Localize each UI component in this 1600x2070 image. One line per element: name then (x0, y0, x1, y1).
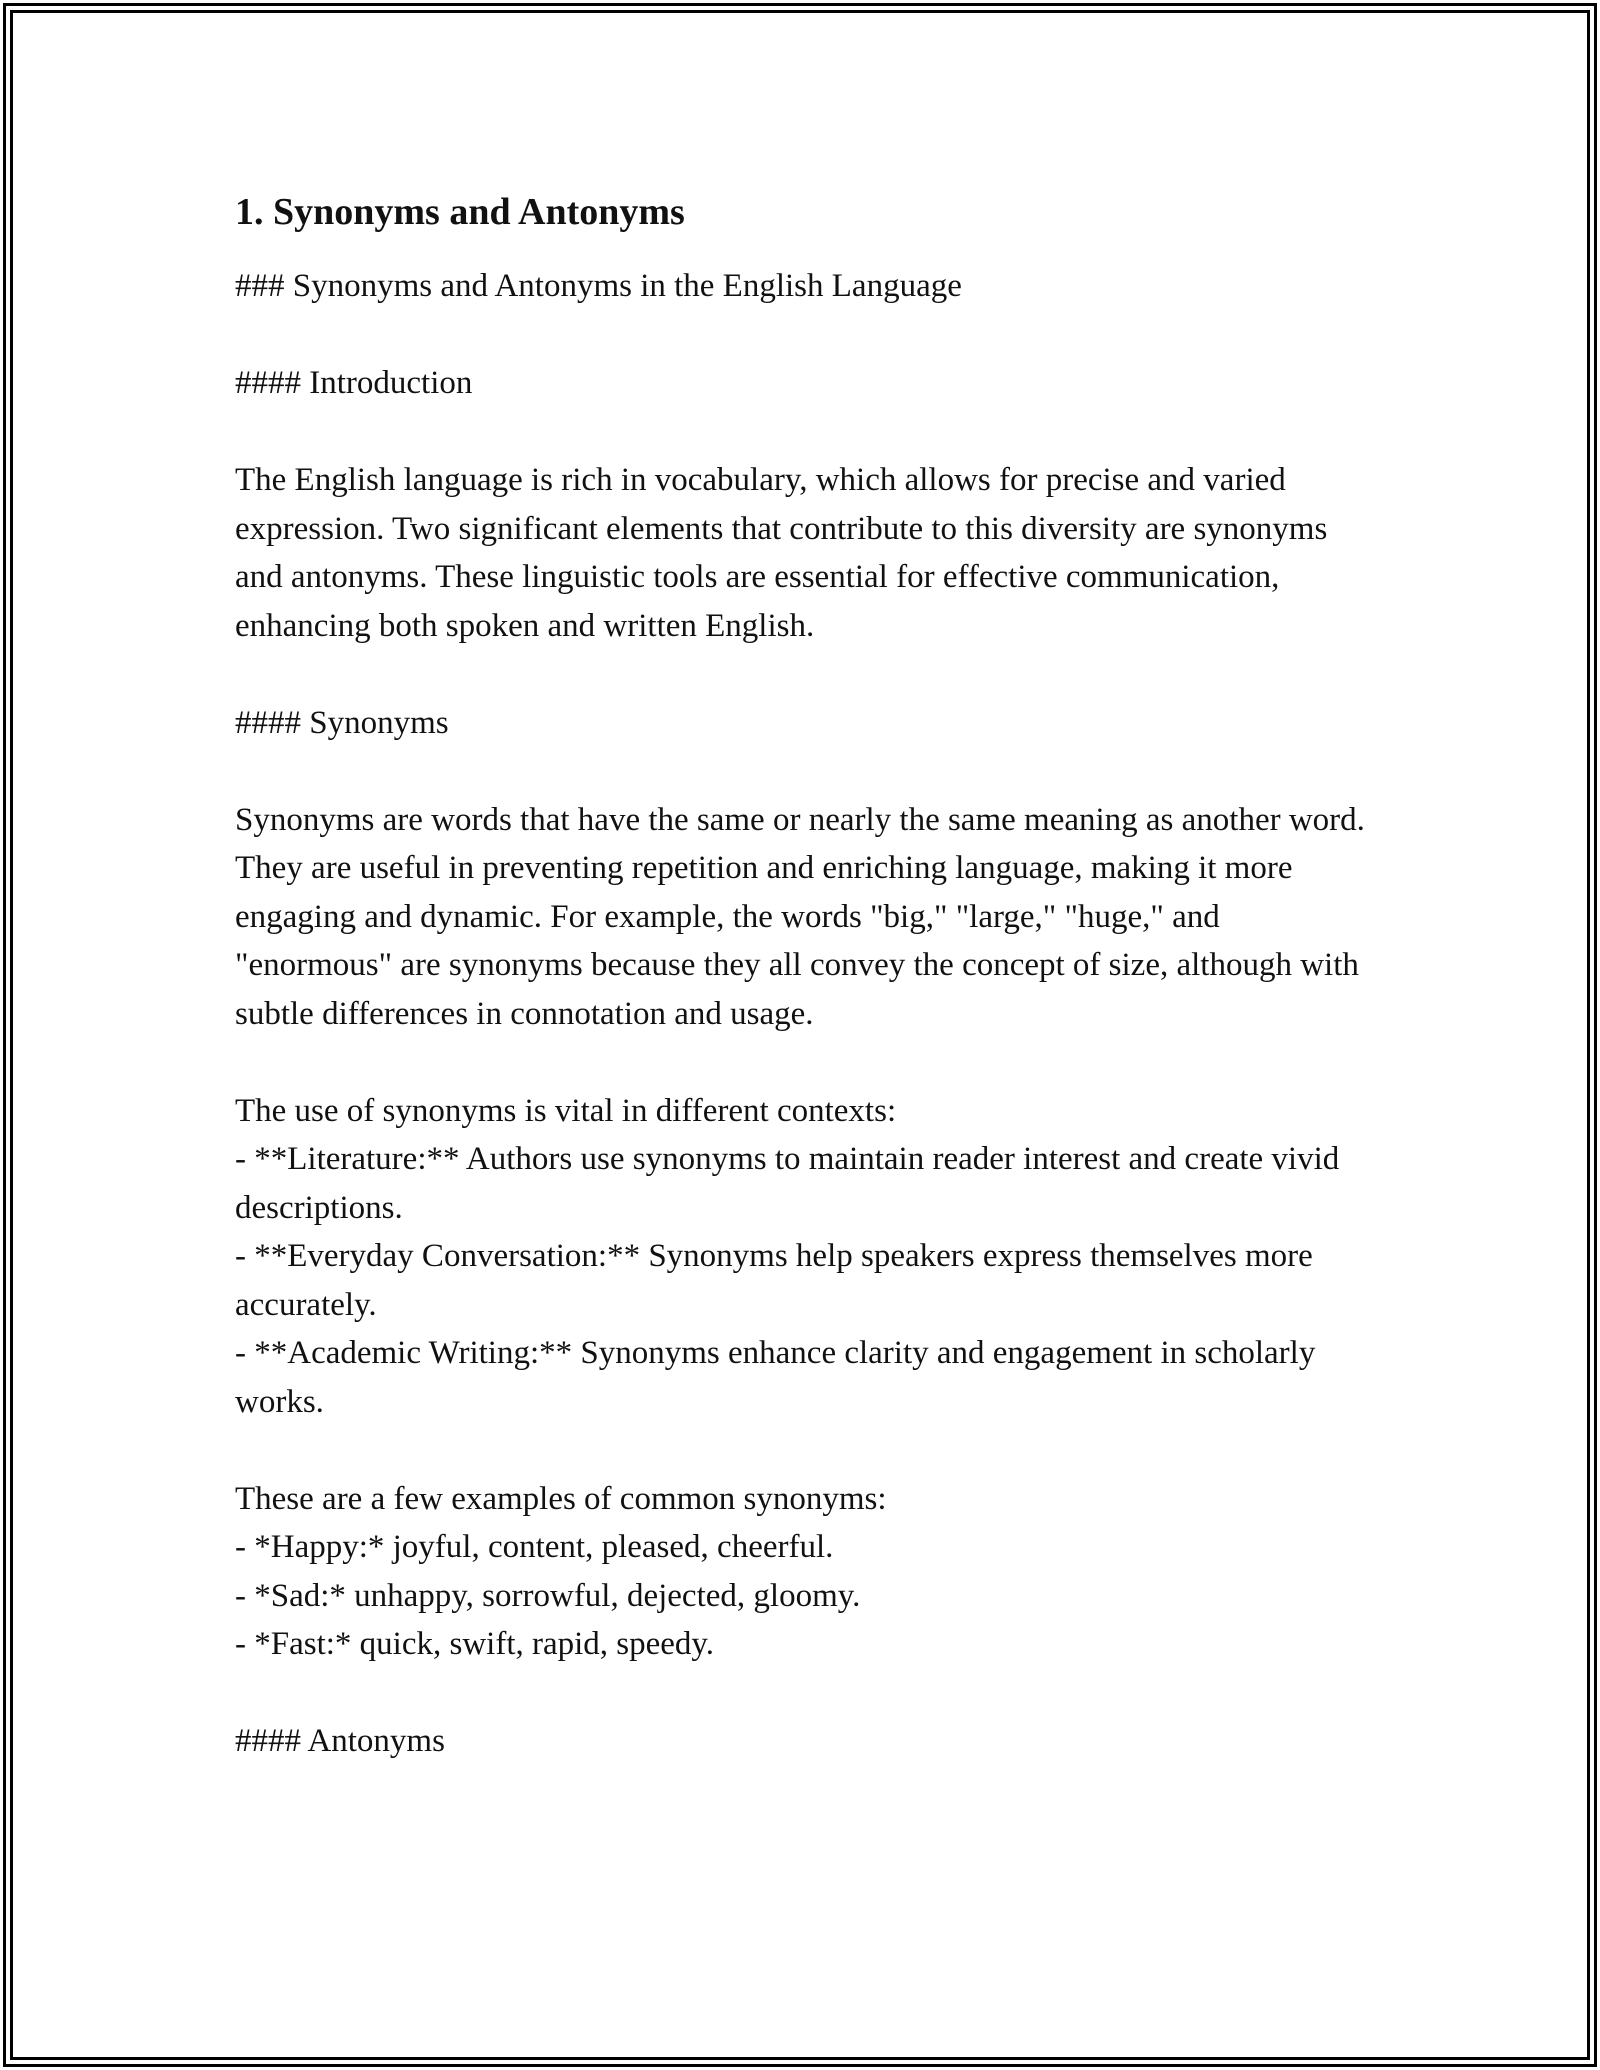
examples-intro: These are a few examples of common synonyms: (235, 1480, 887, 1517)
subheading: ### Synonyms and Antonyms in the English Language (235, 268, 962, 304)
examples-block (235, 1475, 1375, 1669)
intro-heading: #### Introduction (235, 365, 473, 401)
document-body (235, 188, 1375, 1814)
list-item-sad: - *Sad:* unhappy, sorrowful, dejected, gloomy. (235, 1577, 861, 1614)
synonyms-paragraph: Synonyms are words that have the same or nearly the same meaning as another word. They are useful in preventing repetition and enriching language, making it more engaging and dynamic. For example, the words "big," "large," "huge," and "enormous" are synonyms because they all convey the concept of size, although with subtle differences in connotation and usage. (235, 801, 1365, 1032)
contexts-intro: The use of synonyms is vital in different contexts: (235, 1092, 897, 1129)
list-item-literature: - **Literature:** Authors use synonyms to maintain reader interest and create vivid descriptions. (235, 1141, 1340, 1226)
list-item-academic-writing: - **Academic Writing:** Synonyms enhance clarity and engagement in scholarly works. (235, 1335, 1316, 1420)
list-item-happy: - *Happy:* joyful, content, pleased, cheerful. (235, 1529, 834, 1565)
list-item-fast: - *Fast:* quick, swift, rapid, speedy. (235, 1626, 715, 1662)
list-item-everyday-conversation: - **Everyday Conversation:** Synonyms help speakers express themselves more accurately. (235, 1238, 1313, 1323)
contexts-block (235, 1087, 1375, 1427)
page-title: 1. Synonyms and Antonyms (235, 191, 685, 233)
intro-paragraph: The English language is rich in vocabulary, which allows for precise and varied expression. Two significant elements that contribute to this diversity are synonyms and antonyms. These linguistic tools are essential for effective communication, enhancing both spoken and written English. (235, 462, 1328, 644)
antonyms-heading: #### Antonyms (235, 1723, 445, 1759)
synonyms-heading: #### Synonyms (235, 704, 449, 741)
